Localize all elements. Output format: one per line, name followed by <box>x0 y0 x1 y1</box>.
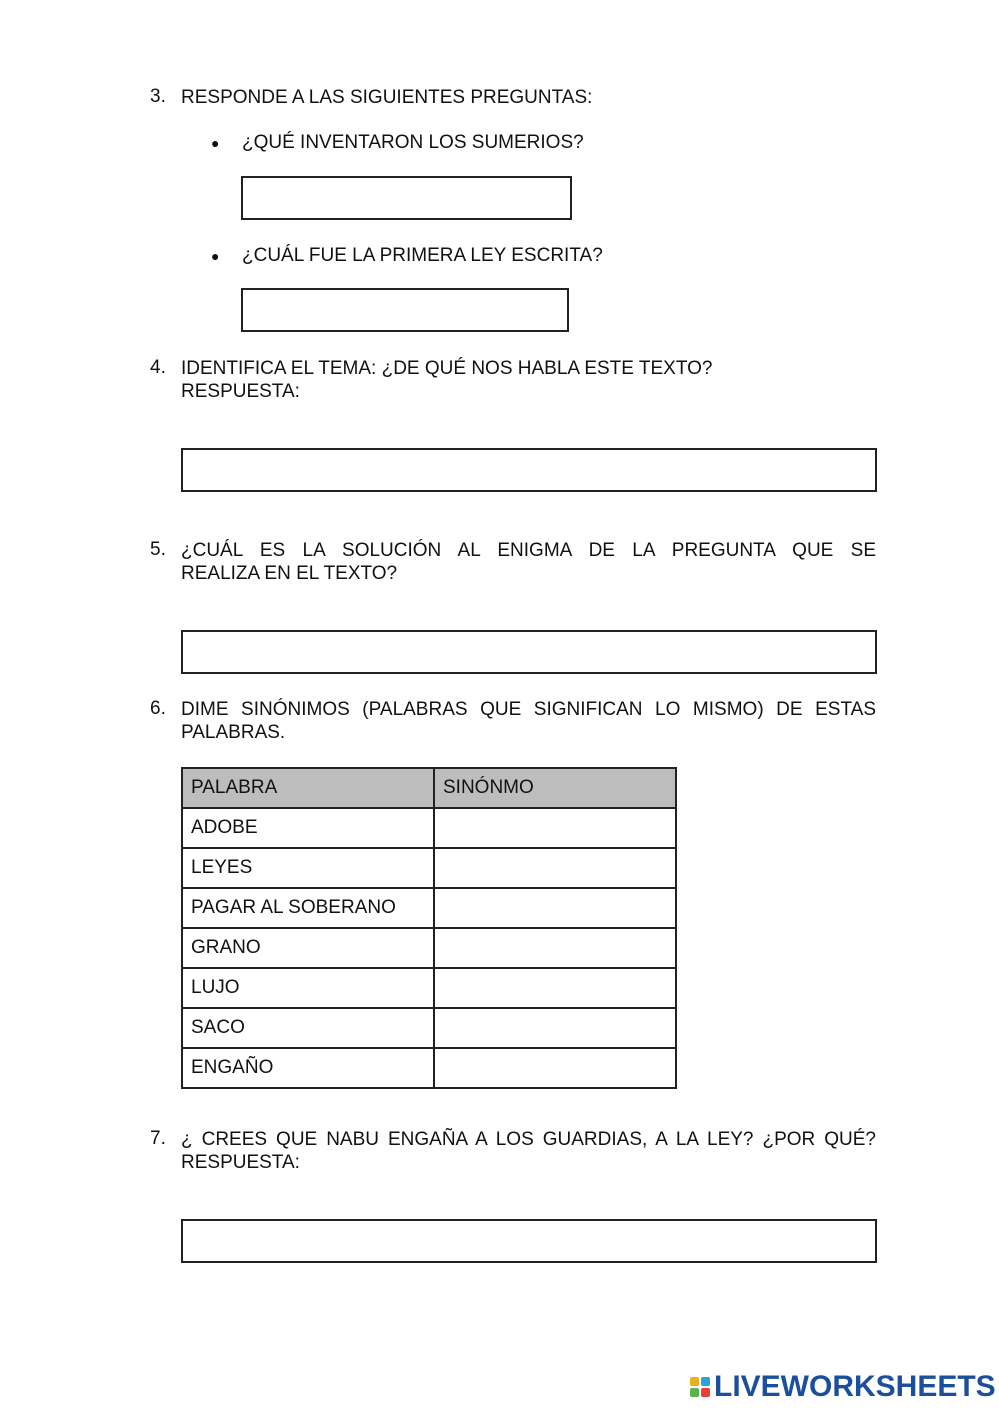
answer-box-q7[interactable] <box>181 1219 877 1263</box>
q7-line2: RESPUESTA: <box>181 1152 300 1173</box>
q6-line2: PALABRAS. <box>181 722 286 743</box>
table-row <box>182 888 676 928</box>
word-cell: PAGAR AL SOBERANO <box>182 888 434 928</box>
q5-number: 5. <box>150 539 166 560</box>
word-cell: SACO <box>182 1008 434 1048</box>
synonym-input-cell[interactable] <box>434 968 676 1008</box>
table-header-row <box>182 768 676 808</box>
q7-number: 7. <box>150 1128 166 1149</box>
synonym-input-cell[interactable] <box>434 808 676 848</box>
synonym-input-cell[interactable] <box>434 888 676 928</box>
table-row <box>182 928 676 968</box>
q3-bullet-2-text: ¿CUÁL FUE LA PRIMERA LEY ESCRITA? <box>242 245 603 266</box>
table-row <box>182 1008 676 1048</box>
q3-number: 3. <box>150 86 166 107</box>
table-row <box>182 808 676 848</box>
q4-line2: RESPUESTA: <box>181 381 300 402</box>
bullet-icon: ● <box>211 135 220 151</box>
word-cell: GRANO <box>182 928 434 968</box>
table-row <box>182 1048 676 1088</box>
word-cell: ENGAÑO <box>182 1048 434 1088</box>
answer-box-q5[interactable] <box>181 630 877 674</box>
word-cell: ADOBE <box>182 808 434 848</box>
synonyms-table <box>181 767 677 1089</box>
table-row <box>182 968 676 1008</box>
liveworksheets-logo <box>690 1371 996 1403</box>
liveworksheets-logo-icon <box>690 1377 710 1397</box>
answer-box-q3b[interactable] <box>241 288 569 332</box>
q3-bullet-1-text: ¿QUÉ INVENTARON LOS SUMERIOS? <box>242 132 584 153</box>
synonym-input-cell[interactable] <box>434 848 676 888</box>
table-row <box>182 848 676 888</box>
answer-box-q4[interactable] <box>181 448 877 492</box>
q5-line1: ¿CUÁL ES LA SOLUCIÓN AL ENIGMA DE LA PREGUNTA QUE SE <box>181 540 876 561</box>
word-cell: LUJO <box>182 968 434 1008</box>
synonym-input-cell[interactable] <box>434 928 676 968</box>
q6-number: 6. <box>150 698 166 719</box>
q4-line1: IDENTIFICA EL TEMA: ¿DE QUÉ NOS HABLA ESTE TEXTO? <box>181 358 713 379</box>
q4-number: 4. <box>150 357 166 378</box>
header-palabra: PALABRA <box>182 768 434 808</box>
q7-line1: ¿ CREES QUE NABU ENGAÑA A LOS GUARDIAS, A LA LEY? ¿POR QUÉ? <box>181 1129 876 1150</box>
answer-box-q3a[interactable] <box>241 176 572 220</box>
q6-line1: DIME SINÓNIMOS (PALABRAS QUE SIGNIFICAN LO MISMO) DE ESTAS <box>181 699 876 720</box>
logo-text: LIVEWORKSHEETS <box>714 1370 996 1403</box>
word-cell: LEYES <box>182 848 434 888</box>
q3-text: RESPONDE A LAS SIGUIENTES PREGUNTAS: <box>181 87 593 108</box>
synonym-input-cell[interactable] <box>434 1008 676 1048</box>
bullet-icon: ● <box>211 248 220 264</box>
q5-line2: REALIZA EN EL TEXTO? <box>181 563 398 584</box>
synonym-input-cell[interactable] <box>434 1048 676 1088</box>
header-sinonimo: SINÓNMO <box>434 768 676 808</box>
